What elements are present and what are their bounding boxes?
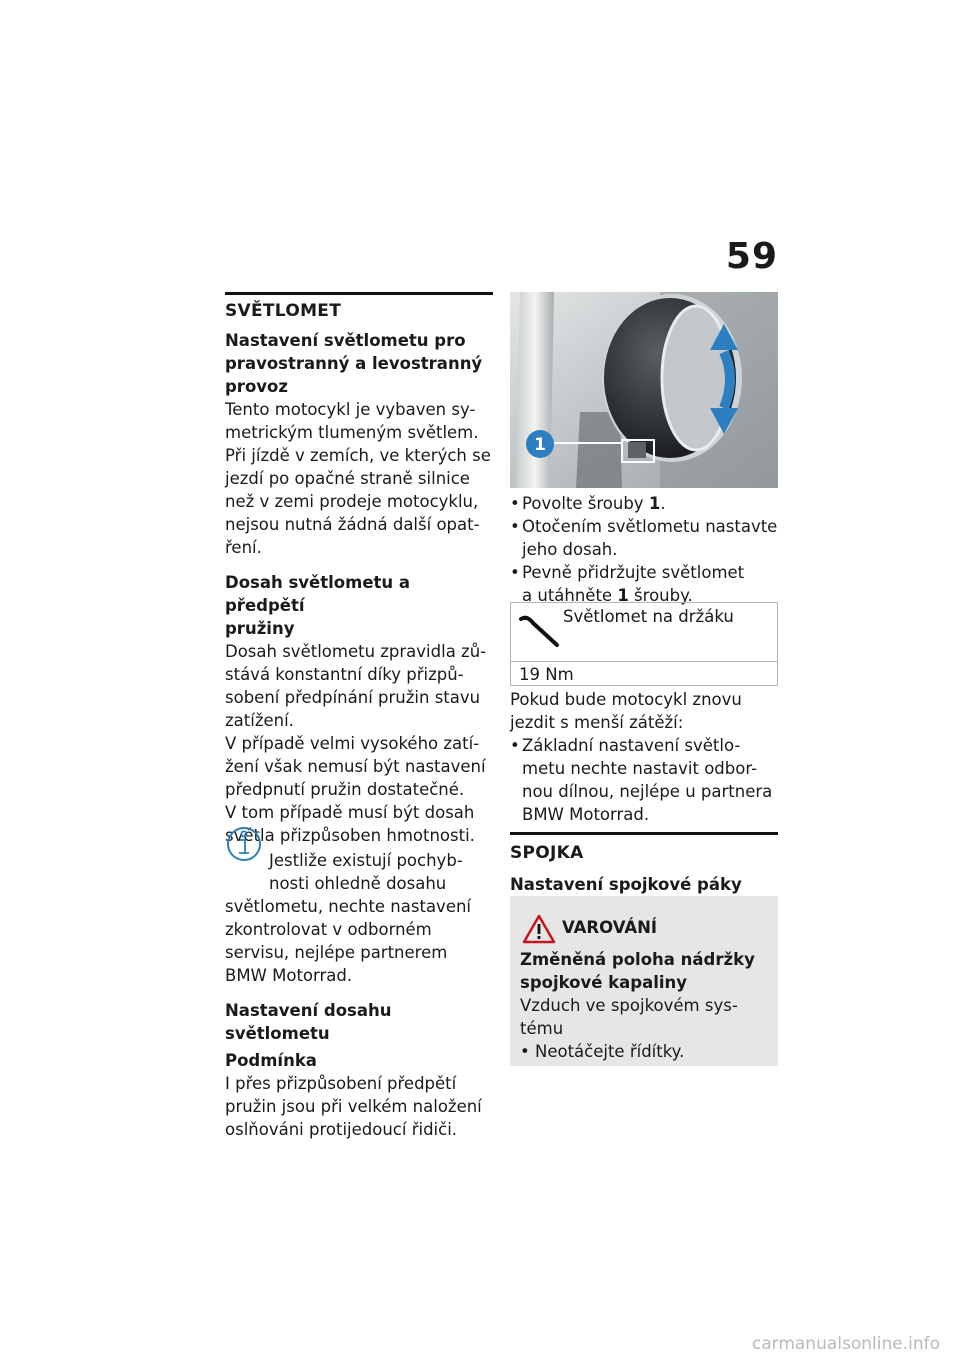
load-step-1-cont-1: metu nechte nastavit odbor-	[522, 759, 758, 778]
watermark: carmanualsonline.info	[751, 1334, 940, 1354]
warning-triangle-icon	[522, 914, 556, 944]
section-rule-clutch	[510, 832, 778, 835]
subsection-title-adjust: Nastavení dosahu světlometu	[225, 1001, 392, 1043]
load-paragraph: Pokud bude motocykl znovu jezdit s menší zátěží:	[510, 690, 742, 732]
paragraph-range-2: V případě velmi vysokého zatí- žení však nemusí být nastavení předpnutí pružin dostatečné.	[225, 734, 486, 799]
page-number: 59	[725, 236, 778, 277]
section-title-clutch: SPOJKA	[510, 843, 584, 863]
step-1: • Povolte šrouby 1.	[510, 494, 666, 513]
info-icon	[225, 820, 263, 864]
load-step-1-cont-3: BMW Motorrad.	[522, 805, 650, 824]
headlight-photo	[510, 292, 778, 488]
right-column-clutch	[510, 832, 778, 896]
section-title-headlight: SVĚTLOMET	[225, 301, 342, 321]
load-step-1: • Základní nastavení světlo-	[510, 736, 741, 755]
section-rule	[225, 292, 493, 295]
warning-title: Změněná poloha nádržky spojkové kapaliny	[520, 950, 755, 992]
warning-box	[510, 896, 778, 1066]
condition-title: Podmínka	[225, 1051, 317, 1070]
subsection-title-clutch-lever: Nastavení spojkové páky	[510, 875, 742, 894]
step-2: • Otočením světlometu nastavte	[510, 517, 778, 536]
photo-callout-1: 1	[534, 435, 546, 455]
torque-value: 19 Nm	[511, 661, 777, 687]
load-step-1-cont-2: nou dílnou, nejlépe u partnera	[522, 782, 773, 801]
subsection-title-traffic: Nastavení světlometu pro pravostranný a levostranný provoz	[225, 331, 483, 396]
paragraph-traffic: Tento motocykl je vybaven sy- metrickým tlumeným světlem. Při jízdě v zemích, ve kterých se jezdí po opačné straně silnice než v zemi prodeje motocyklu, nejsou nutná žádná další opat- ření.	[225, 400, 491, 557]
info-note: Jestliže existují pochyb- nosti ohledně dosahu světlometu, nechte nastavení zkontrolovat v odborném servisu, nejlépe partnerem BMW Motorrad.	[225, 851, 472, 985]
paragraph-range-3: V tom případě musí být dosah světla přizpůsoben hmotnosti.	[225, 803, 475, 845]
left-column	[225, 292, 493, 1141]
subsection-title-range: Dosah světlometu a předpětí pružiny	[225, 573, 411, 638]
right-column-load	[510, 688, 778, 826]
torque-wrench-icon	[517, 611, 561, 651]
torque-label: Světlomet na držáku	[563, 607, 734, 626]
step-3-cont: a utáhněte 1 šrouby.	[522, 586, 693, 605]
warning-text: Vzduch ve spojkovém sys- tému • Neotáčejte řídítky.	[520, 996, 738, 1061]
step-3: • Pevně přidržujte světlomet	[510, 563, 745, 582]
step-2-cont: jeho dosah.	[522, 540, 618, 559]
torque-table	[510, 602, 778, 686]
paragraph-range-1: Dosah světlometu zpravidla zů- stává konstantní díky přizpů- sobení předpínání pružin stavu zatížení.	[225, 642, 487, 730]
right-column-steps	[510, 492, 778, 607]
warning-label: VAROVÁNÍ	[562, 918, 658, 937]
condition-text: I přes přizpůsobení předpětí pružin jsou při velkém naložení oslňováni protijedoucí řidiči.	[225, 1074, 482, 1139]
